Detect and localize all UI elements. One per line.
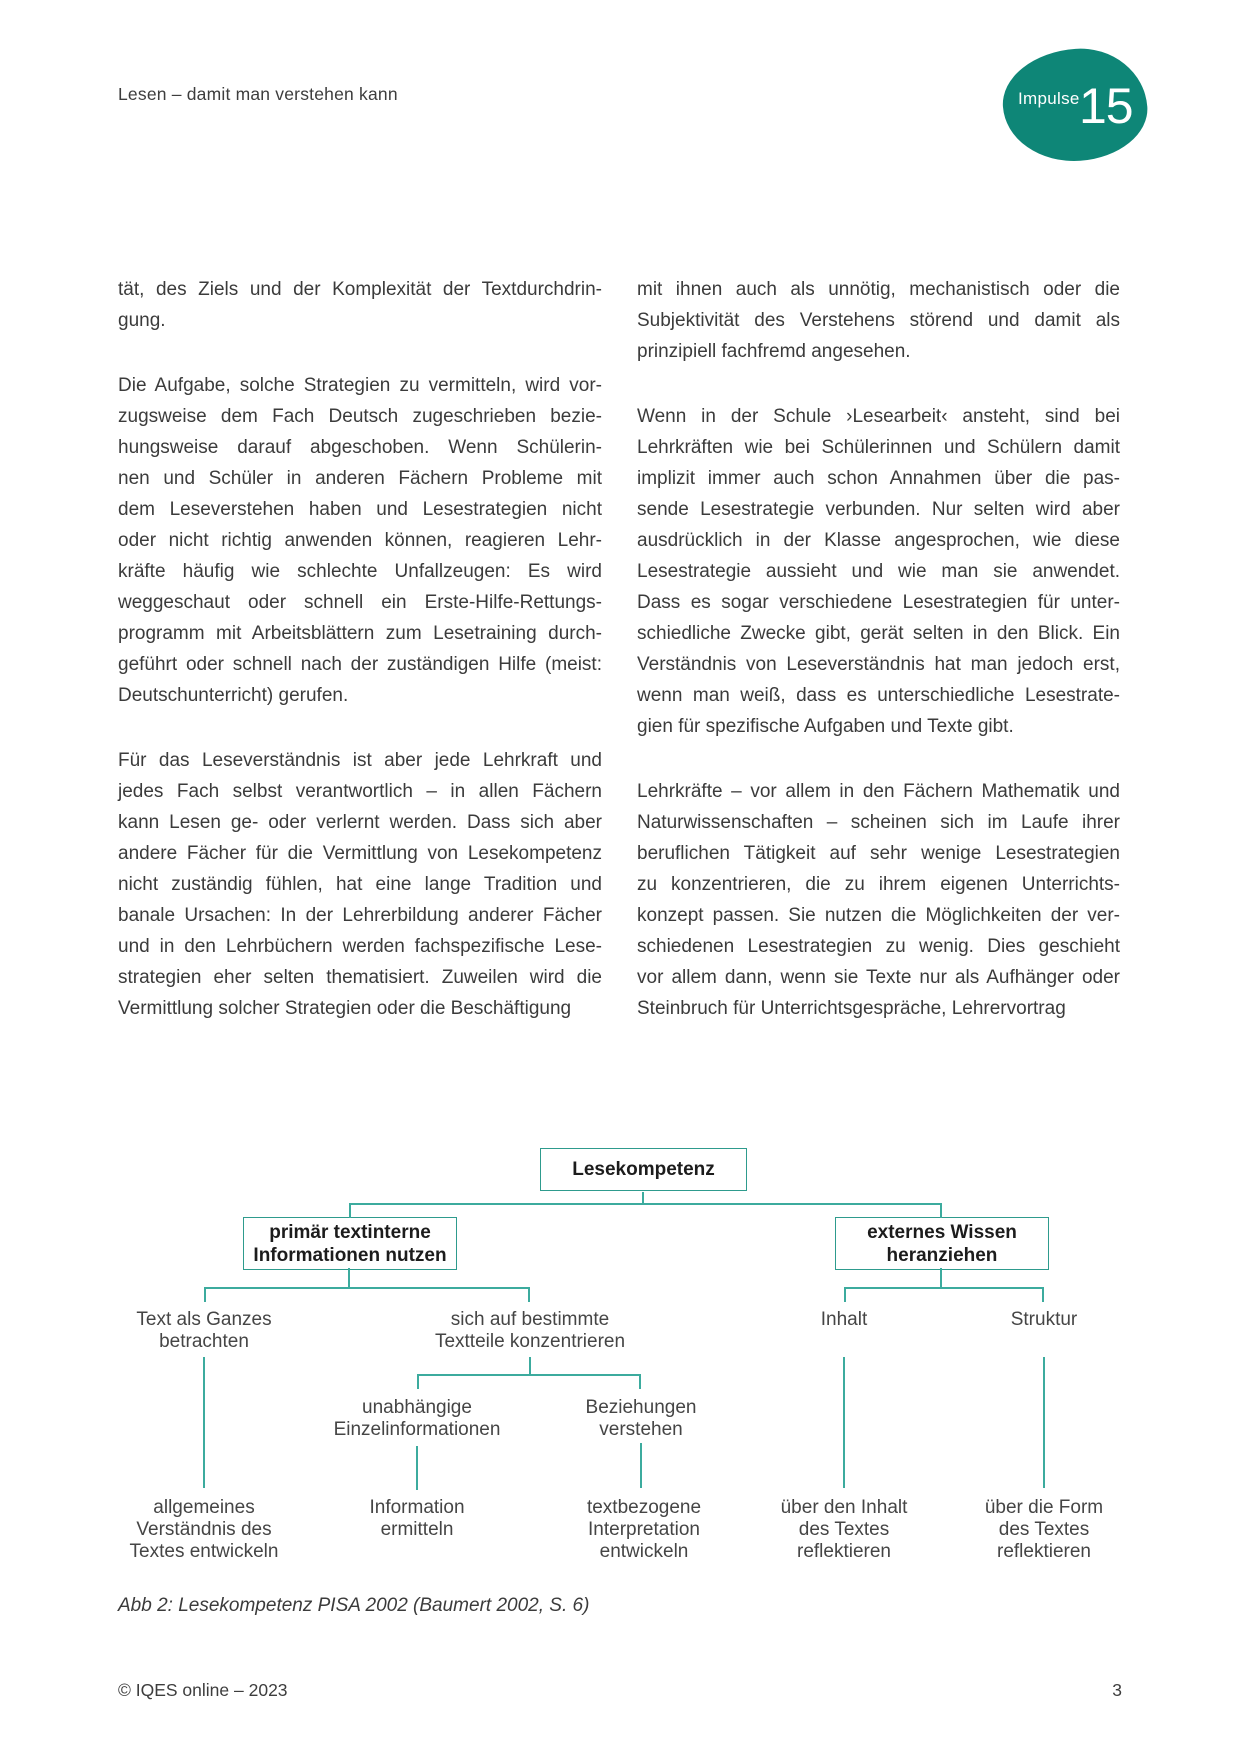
text-line: Für das Leseverständnis ist aber jede Lehrkraft und xyxy=(118,750,602,771)
diagram-label-beziehungen-verstehen: Beziehungen verstehen xyxy=(585,1397,697,1440)
text-line: zugsweise dem Fach Deutsch zugeschrieben bezie- xyxy=(118,406,602,427)
text-line: wenn man weiß, dass es unterschiedliche Lesestrate- xyxy=(637,685,1120,706)
text-line: prinzipiell fachfremd angesehen. xyxy=(637,341,911,362)
text-line: geführt oder schnell nach der zuständigen Hilfe (meist: xyxy=(118,654,602,675)
connector-line xyxy=(417,1374,419,1389)
text-line: Steinbruch für Unterrichtsgespräche, Lehrervortrag xyxy=(637,998,1066,1019)
text-line: Vermittlung solcher Strategien oder die Beschäftigung xyxy=(118,998,572,1019)
text-line: Lehrkräften wie bei Schülerinnen und Schülern damit xyxy=(637,437,1120,458)
connector-line xyxy=(640,1443,642,1488)
text-line: Verständnis von Leseverständnis hat man jedoch erst, xyxy=(637,654,1120,675)
footer-copyright: © IQES online – 2023 xyxy=(118,1680,288,1700)
connector-line xyxy=(203,1357,205,1488)
text-line: tät, des Ziels und der Komplexität der Textdurchdrin- xyxy=(118,279,602,300)
text-line: kräfte häufig wie schlechte Unfallzeugen: Es wird xyxy=(118,561,602,582)
text-line: vor allem dann, wenn sie Texte nur als Aufhänger oder xyxy=(637,967,1120,988)
connector-line xyxy=(349,1203,942,1205)
connector-line xyxy=(940,1268,942,1288)
text-column-right xyxy=(637,274,1120,1024)
page-footer xyxy=(118,1680,1122,1701)
text-line: jedes Fach selbst verantwortlich – in allen Fächern xyxy=(118,781,602,802)
text-line: mit ihnen auch als unnötig, mechanistisch oder die xyxy=(637,279,1120,300)
diagram-label-ueber-die-form: über die Form des Textes reflektieren xyxy=(984,1497,1104,1562)
text-line: programm mit Arbeitsblättern zum Lesetraining durch- xyxy=(118,623,602,644)
text-line: strategien eher selten thematisiert. Zuweilen wird die xyxy=(118,967,602,988)
connector-line xyxy=(417,1374,641,1376)
connector-line xyxy=(529,1357,531,1375)
text-line: andere Fächer für die Vermittlung von Lesekompetenz xyxy=(118,843,602,864)
connector-line xyxy=(204,1287,530,1289)
diagram-label-text-als-ganzes: Text als Ganzes betrachten xyxy=(136,1309,272,1352)
footer-page-number: 3 xyxy=(1112,1680,1122,1700)
diagram-box-textinterne-informationen: primär textinterne Informationen nutzen xyxy=(243,1217,457,1270)
text-line: schiedliche Zwecke gibt, gerät selten in den Blick. Ein xyxy=(637,623,1120,644)
connector-line xyxy=(1043,1357,1045,1488)
text-line: beruflichen Tätigkeit auf sehr wenige Lesestrategien xyxy=(637,843,1120,864)
paragraph xyxy=(118,274,602,336)
connector-line xyxy=(204,1287,206,1302)
text-line: implizit immer auch schon Annahmen über die pas- xyxy=(637,468,1120,489)
text-line: Subjektivität des Verstehens störend und damit als xyxy=(637,310,1120,331)
connector-line xyxy=(528,1287,530,1302)
text-line: weggeschaut oder schnell ein Erste-Hilfe-Rettungs- xyxy=(118,592,602,613)
text-column-left xyxy=(118,274,602,1024)
text-line: gung. xyxy=(118,310,166,331)
connector-line xyxy=(639,1374,641,1389)
connector-line xyxy=(348,1268,350,1288)
text-line: konzept passen. Sie nutzen die Möglichkeiten der ver- xyxy=(637,905,1120,926)
diagram-label-allgemeines-verstaendnis: allgemeines Verständnis des Textes entwickeln xyxy=(129,1497,279,1562)
text-line: Dass es sogar verschiedene Lesestrategien für unter- xyxy=(637,592,1120,613)
text-line: zu konzentrieren, die zu ihrem eigenen Unterrichts- xyxy=(637,874,1120,895)
text-line: dem Leseverstehen haben und Lesestrategien nicht xyxy=(118,499,602,520)
diagram-label-inhalt: Inhalt xyxy=(820,1309,868,1330)
text-line: Deutschunterricht) gerufen. xyxy=(118,685,349,706)
connector-line xyxy=(349,1203,351,1218)
connector-line xyxy=(642,1192,644,1204)
text-line: schiedenen Lesestrategien zu wenig. Dies geschieht xyxy=(637,936,1120,957)
diagram-label-sich-auf-bestimmte: sich auf bestimmte Textteile konzentrieren xyxy=(434,1309,626,1352)
diagram-label-textbezogene-interpretation: textbezogene Interpretation entwickeln xyxy=(586,1497,702,1562)
text-line: sende Lesestrategie verbunden. Nur selten wird aber xyxy=(637,499,1120,520)
text-line: Lesestrategie aussieht und wie man sie anwendet. xyxy=(637,561,1120,582)
text-line: hungsweise darauf abgeschoben. Wenn Schülerin- xyxy=(118,437,602,458)
connector-line xyxy=(844,1287,1044,1289)
text-line: nicht zuständig fühlen, hat eine lange Tradition und xyxy=(118,874,602,895)
text-line: Lehrkräfte – vor allem in den Fächern Mathematik und xyxy=(637,781,1120,802)
paragraph xyxy=(118,745,602,1024)
impulse-badge xyxy=(999,44,1150,166)
diagram-label-ueber-den-inhalt: über den Inhalt des Textes reflektieren xyxy=(780,1497,908,1562)
text-line: ausdrücklich in der Klasse angesprochen, wie diese xyxy=(637,530,1120,551)
diagram-label-struktur: Struktur xyxy=(1010,1309,1078,1330)
diagram-box-lesekompetenz: Lesekompetenz xyxy=(540,1148,747,1191)
text-line: oder nicht richtig anwenden können, reagieren Lehr- xyxy=(118,530,602,551)
impulse-badge-number: 15 xyxy=(1079,78,1133,134)
impulse-badge-label: Impulse xyxy=(1018,89,1080,108)
diagram-label-information-ermitteln: Information ermitteln xyxy=(369,1497,465,1540)
text-line: banale Ursachen: In der Lehrerbildung anderer Fächer xyxy=(118,905,602,926)
paragraph xyxy=(637,274,1120,367)
text-line: und in den Lehrbüchern werden fachspezifische Lese- xyxy=(118,936,602,957)
text-line: kann Lesen ge- oder verlernt werden. Dass sich aber xyxy=(118,812,602,833)
connector-line xyxy=(940,1203,942,1218)
connector-line xyxy=(416,1446,418,1490)
text-line: Die Aufgabe, solche Strategien zu vermitteln, wird vor- xyxy=(118,375,602,396)
figure-caption: Abb 2: Lesekompetenz PISA 2002 (Baumert 2002, S. 6) xyxy=(118,1595,590,1616)
connector-line xyxy=(843,1357,845,1488)
page-header-title: Lesen – damit man verstehen kann xyxy=(118,84,398,104)
text-line: Wenn in der Schule ›Lesearbeit‹ ansteht, sind bei xyxy=(637,406,1120,427)
paragraph xyxy=(637,401,1120,742)
paragraph xyxy=(637,776,1120,1024)
diagram-label-unabhaengige-einzelinformationen: unabhängige Einzelinformationen xyxy=(333,1397,501,1440)
connector-line xyxy=(1042,1287,1044,1302)
text-line: nen und Schüler in anderen Fächern Probleme mit xyxy=(118,468,602,489)
impulse-badge-inner xyxy=(1003,49,1147,161)
paragraph xyxy=(118,370,602,711)
diagram-box-externes-wissen: externes Wissen heranziehen xyxy=(835,1217,1049,1270)
connector-line xyxy=(844,1287,846,1302)
text-line: gien für spezifische Aufgaben und Texte gibt. xyxy=(637,716,1014,737)
text-line: Naturwissenschaften – scheinen sich im Laufe ihrer xyxy=(637,812,1120,833)
